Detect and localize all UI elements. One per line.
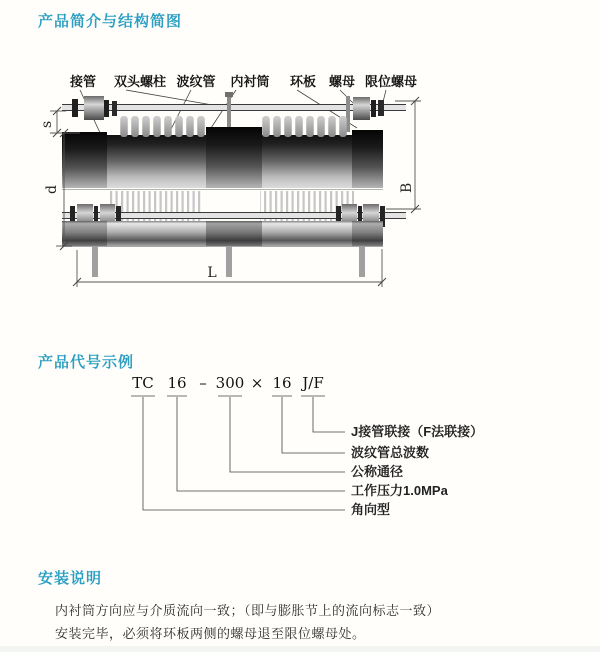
section-title-intro: 产品简介与结构简图 <box>38 13 183 30</box>
code-part-jf: J/F <box>302 374 324 392</box>
label-neichentong: 内衬筒 <box>230 74 270 89</box>
callout-nominal-diameter: 公称通径 <box>351 464 404 479</box>
dimension-b <box>386 97 421 213</box>
diagram-part-labels <box>69 74 417 89</box>
callout-wave-count: 波纹管总波数 <box>351 445 430 460</box>
callout-working-pressure: 工作压力1.0MPa <box>351 483 448 498</box>
code-part-dash: – <box>199 374 207 392</box>
section-title-install: 安装说明 <box>38 570 103 587</box>
body-top <box>62 127 383 188</box>
label-luomu: 螺母 <box>328 74 356 89</box>
code-parts <box>132 374 323 392</box>
body-bottom <box>62 221 383 277</box>
callout-connection: J接管联接（F法联接） <box>351 424 484 439</box>
label-huanban: 环板 <box>289 74 317 89</box>
dim-label-d: d <box>44 185 60 194</box>
dimension-s <box>39 107 66 137</box>
code-part-times: × <box>250 374 264 392</box>
callout-angular-type: 角向型 <box>351 502 391 517</box>
code-part-300: 300 <box>215 374 245 392</box>
label-jieguan: 接管 <box>69 74 97 89</box>
code-part-16b: 16 <box>272 374 292 392</box>
code-part-tc: TC <box>132 374 154 392</box>
code-connectors <box>143 397 345 510</box>
install-instruction-line-2: 安装完毕，必须将环板两侧的螺母退至限位螺母处。 <box>55 626 366 641</box>
install-instruction-line-1: 内衬筒方向应与介质流向一致；（即与膨胀节上的流向标志一致） <box>55 603 441 618</box>
code-part-16a: 16 <box>167 374 187 392</box>
page-bottom-strip <box>0 646 600 652</box>
dim-label-s: s <box>39 120 55 128</box>
dim-label-l: L <box>207 265 217 281</box>
label-shuangtouluozhu: 双头螺柱 <box>113 74 167 89</box>
label-xianweiluomu: 限位螺母 <box>364 74 418 89</box>
section-title-code: 产品代号示例 <box>38 354 135 371</box>
code-example-diagram <box>0 370 600 535</box>
label-bowenguan: 波纹管 <box>176 74 216 89</box>
dim-label-b: B <box>399 182 415 193</box>
code-callouts <box>351 424 483 517</box>
